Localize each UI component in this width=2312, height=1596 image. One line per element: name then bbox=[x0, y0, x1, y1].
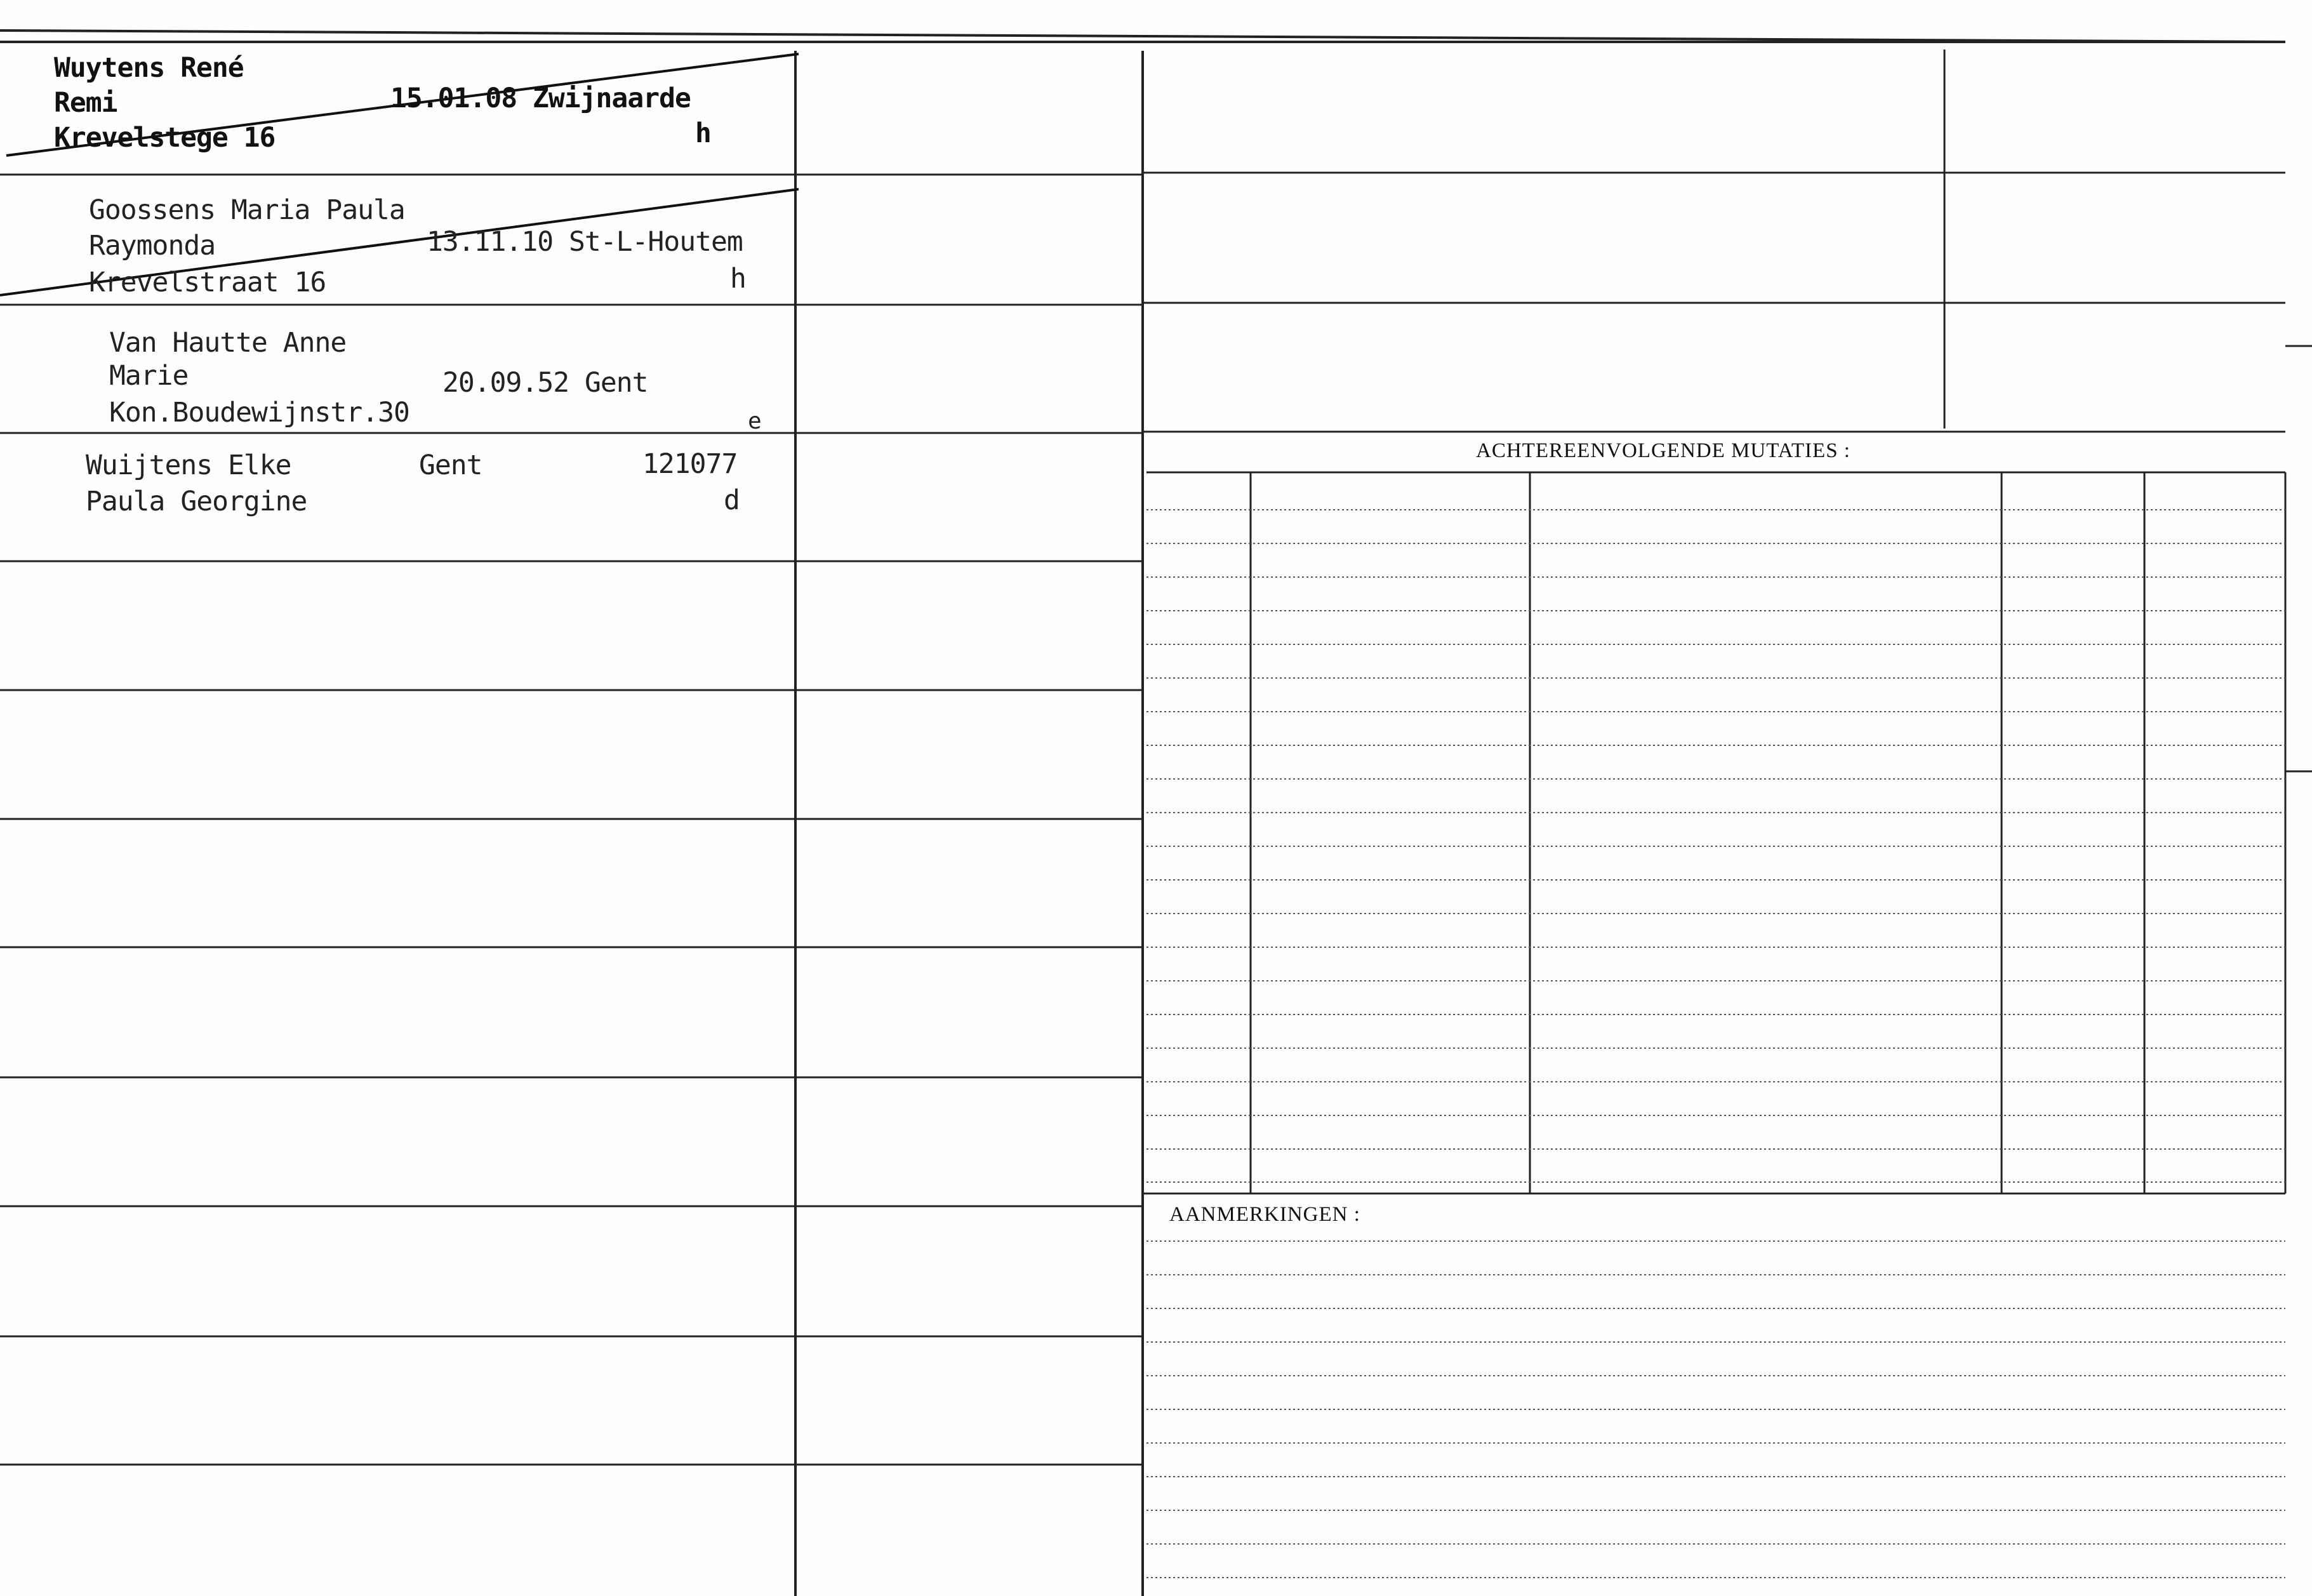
entry-2-given: Raymonda bbox=[89, 230, 216, 262]
entry-2-name: Goossens Maria Paula bbox=[89, 194, 405, 226]
entry-3-date-place: 20.09.52 Gent bbox=[442, 367, 648, 399]
aanmerkingen-dotted-lines bbox=[1146, 1241, 2285, 1578]
right-upper-row-lines bbox=[1143, 173, 2285, 432]
entry-1-given: Remi bbox=[54, 87, 117, 119]
aanmerkingen-title: AANMERKINGEN : bbox=[1169, 1203, 1360, 1226]
mutaties-table-frame bbox=[1143, 472, 2285, 1194]
top-border bbox=[0, 30, 2285, 42]
entry-4-name: Wuijtens Elke bbox=[86, 449, 291, 481]
entry-4-code: d bbox=[724, 484, 740, 516]
entry-4-place: Gent bbox=[419, 449, 482, 481]
entry-3-given: Marie bbox=[109, 360, 189, 392]
entry-2-address: Krevelstraat 16 bbox=[89, 267, 326, 298]
entry-3-address: Kon.Boudewijnstr.30 bbox=[109, 397, 409, 429]
entry-2-code: h bbox=[730, 263, 746, 295]
entry-1-name: Wuytens René bbox=[54, 52, 244, 84]
entry-1-address: Krevelstege 16 bbox=[54, 122, 276, 154]
entry-4-date: 121077 bbox=[642, 448, 738, 480]
mutaties-dotted-lines bbox=[1146, 510, 2285, 1182]
entry-4-given: Paula Georgine bbox=[86, 486, 307, 517]
entry-3-code: e bbox=[748, 408, 761, 434]
mutaties-title: ACHTEREENVOLGENDE MUTATIES : bbox=[1476, 439, 1850, 462]
entry-3-name: Van Hautte Anne bbox=[109, 327, 347, 359]
middle-row-lines bbox=[795, 175, 1143, 1465]
entry-2-date-place: 13.11.10 St-L-Houtem bbox=[427, 226, 743, 258]
entry-1-date-place: 15.01.08 Zwijnaarde bbox=[390, 83, 691, 114]
entry-1-code: h bbox=[695, 117, 711, 149]
